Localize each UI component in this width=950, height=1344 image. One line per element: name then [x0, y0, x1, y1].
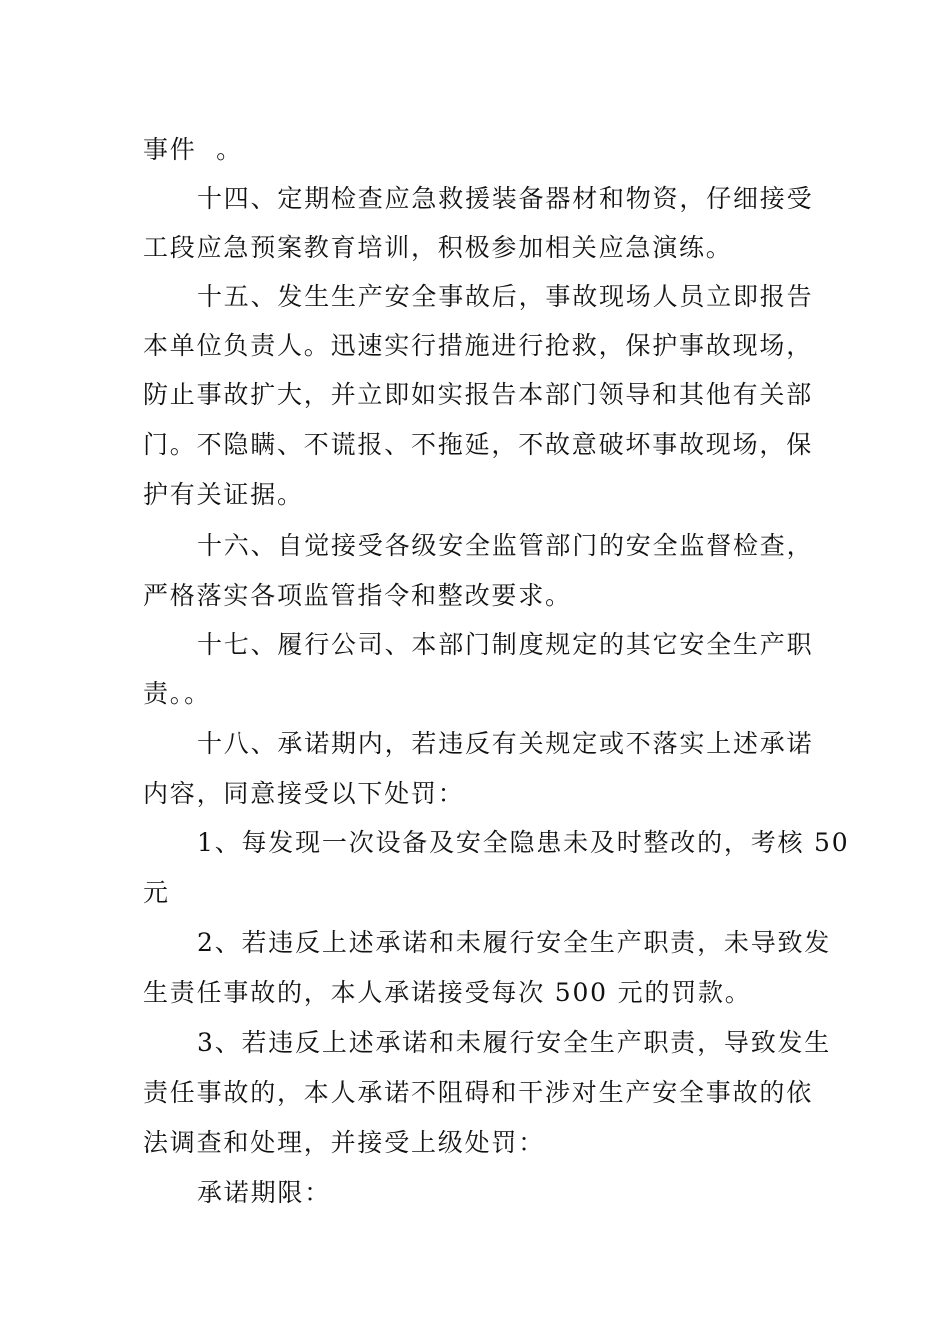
item-3-line-1: 3、若违反上述承诺和未履行安全生产职责，导致发生 — [197, 1028, 832, 1057]
paragraph-15-line-1: 十五、发生生产安全事故后，事故现场人员立即报告 — [197, 282, 814, 311]
item-1-line-1: 1、每发现一次设备及安全隐患未及时整改的，考核 50 — [197, 828, 850, 857]
paragraph-18-line-1: 十八、承诺期内，若违反有关规定或不落实上述承诺 — [197, 729, 814, 758]
commitment-period-label: 承诺期限： — [197, 1178, 332, 1207]
paragraph-17-line-1: 十七、履行公司、本部门制度规定的其它安全生产职 — [197, 630, 814, 659]
paragraph-17-line-2: 责。。 — [143, 679, 211, 708]
item-1-line-2: 元 — [143, 878, 170, 907]
paragraph-16-line-1: 十六、自觉接受各级安全监管部门的安全监督检查， — [197, 531, 814, 560]
paragraph-15-line-2: 本单位负责人。迅速实行措施进行抢救，保护事故现场， — [143, 331, 814, 360]
item-3-line-2: 责任事故的，本人承诺不阻碍和干涉对生产安全事故的依 — [143, 1078, 814, 1107]
paragraph-15-line-5: 护有关证据。 — [143, 480, 304, 509]
item-2-line-1: 2、若违反上述承诺和未履行安全生产职责，未导致发 — [197, 928, 832, 957]
paragraph-16-line-2: 严格落实各项监管指令和整改要求。 — [143, 581, 572, 610]
paragraph-14-line-1: 十四、定期检查应急救援装备器材和物资，仔细接受 — [197, 184, 814, 213]
paragraph-14-line-2: 工段应急预案教育培训，积极参加相关应急演练。 — [143, 233, 733, 262]
paragraph-15-line-4: 门。不隐瞒、不谎报、不拖延，不故意破坏事故现场，保 — [143, 430, 814, 459]
text-line: 事件 。 — [143, 135, 243, 164]
paragraph-18-line-2: 内容，同意接受以下处罚： — [143, 779, 465, 808]
item-2-line-2: 生责任事故的，本人承诺接受每次 500 元的罚款。 — [143, 978, 752, 1007]
item-3-line-3: 法调查和处理，并接受上级处罚： — [143, 1128, 546, 1157]
paragraph-15-line-3: 防止事故扩大，并立即如实报告本部门领导和其他有关部 — [143, 380, 814, 409]
